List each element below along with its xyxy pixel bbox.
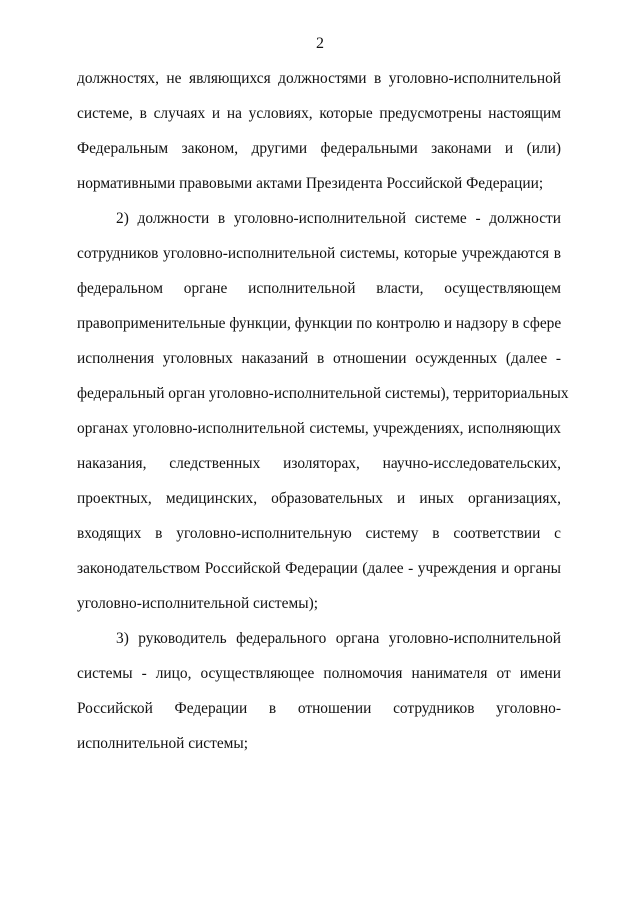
text-line: органах уголовно-исполнительной системы, учреждениях, исполняющих [77, 420, 561, 437]
text-line: исполнительной системы; [77, 735, 249, 752]
text-line: Федеральным законом, другими федеральными законами и (или) [77, 140, 561, 157]
text-line: проектных, медицинских, образовательных и иных организациях, [77, 490, 561, 507]
text-line: 3) руководитель федерального органа уголовно-исполнительной [116, 630, 561, 647]
text-line: уголовно-исполнительной системы); [77, 595, 318, 612]
text-line: нормативными правовыми актами Президента Российской Федерации; [77, 175, 544, 192]
text-line: системы - лицо, осуществляющее полномочия нанимателя от имени [77, 665, 561, 682]
text-line: федеральный орган уголовно-исполнительной системы), территориальных [77, 385, 569, 402]
text-line: исполнения уголовных наказаний в отношении осужденных (далее - [77, 350, 561, 367]
page-number: 2 [316, 35, 324, 52]
text-line: системе, в случаях и на условиях, которые предусмотрены настоящим [77, 105, 561, 122]
text-line: законодательством Российской Федерации (далее - учреждения и органы [77, 560, 561, 577]
text-line: 2) должности в уголовно-исполнительной системе - должности [116, 210, 561, 227]
text-line: сотрудников уголовно-исполнительной системы, которые учреждаются в [77, 245, 561, 262]
text-line: Российской Федерации в отношении сотрудников уголовно- [77, 700, 561, 717]
text-line: наказания, следственных изоляторах, научно-исследовательских, [77, 455, 561, 472]
text-line: федеральном органе исполнительной власти, осуществляющем [77, 280, 561, 297]
text-line: правоприменительные функции, функции по контролю и надзору в сфере [77, 315, 562, 332]
text-line: должностях, не являющихся должностями в уголовно-исполнительной [77, 70, 561, 87]
text-line: входящих в уголовно-исполнительную систему в соответствии с [77, 525, 561, 542]
